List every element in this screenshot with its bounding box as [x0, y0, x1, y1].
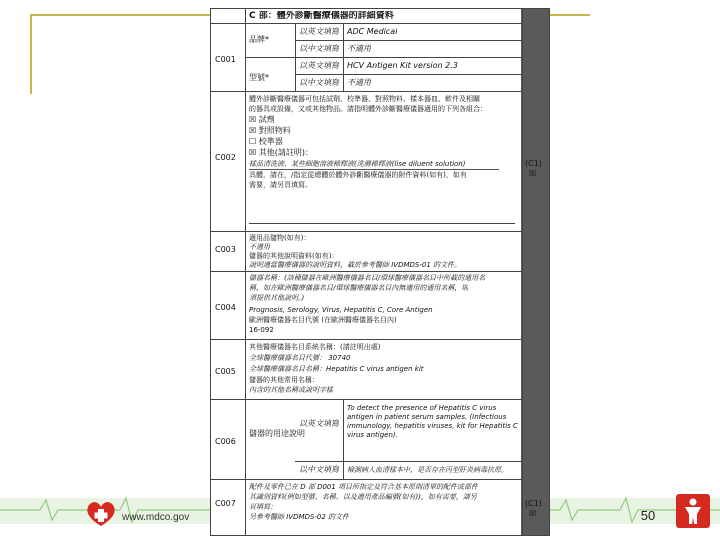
- c003-line: 不適用: [249, 243, 270, 251]
- c007-line: 配件及零件已在 D 部 D001 項目所指定及符合基本原則清單的配件或部件: [249, 483, 479, 491]
- header-accent-bracket: [30, 14, 32, 94]
- c007-checklist-mark[interactable]: ☒: [529, 509, 537, 518]
- c003-line: 適用品儲物(如有)：: [249, 234, 311, 242]
- brand-en-value: ADC Medical: [347, 27, 398, 36]
- row-code-c003: C003: [215, 245, 236, 254]
- brand-zh-value: 不適用: [347, 44, 371, 53]
- c003-line: 說明適當醫療儀器的說明資料，載於參考醫師 IVDMDS-01 的文件。: [249, 261, 461, 269]
- row-code-c004: C004: [215, 303, 236, 312]
- c006-en-line: immunology, hepatitis viruses, kit for Hepatitis C: [347, 422, 518, 430]
- c003-line: 儲器的其他說明資料(如有)：: [249, 252, 339, 260]
- c002-checklist-mark[interactable]: ☒: [529, 169, 537, 178]
- row-code-c001: C001: [215, 55, 236, 64]
- c007-line: 其識別資料(例如型號、名稱、以及適用產品編號(如有))，如有需要，請另: [249, 493, 477, 501]
- model-zh-key: 以中文填寫: [299, 78, 339, 87]
- c004-line: 稱，如在歐洲醫療儀器名目/環球醫療儀器名目內無適用的通用名稱，則: [249, 284, 469, 292]
- row-code-c007: C007: [215, 499, 236, 508]
- c005-line: 全球醫療儀器名目代號： 30740: [249, 354, 351, 362]
- c004-line: 須提供其他說明。): [249, 294, 305, 302]
- c002-checkbox-control-material[interactable]: ☒ 對照物料: [249, 126, 291, 135]
- department-logo-icon: [84, 500, 118, 528]
- c005-line: 內含的其他名稱或說明字樣: [249, 386, 333, 394]
- brand-en-key: 以英文填寫: [299, 27, 339, 36]
- brand-zh-key: 以中文填寫: [299, 44, 339, 53]
- row-code-c002: C002: [215, 153, 236, 162]
- c005-line: 全球醫療儀器名目名稱：Hepatitis C virus antigen kit: [249, 365, 424, 373]
- footer-url[interactable]: www.mdco.gov: [122, 512, 190, 523]
- scanned-form-document: [210, 8, 550, 536]
- c006-en-line: antigen in patient serum samples. (Infectious: [347, 413, 507, 421]
- c002-checklist-ref: (C1): [525, 159, 542, 168]
- c004-line: 儲器名稱：(該種儲器在歐洲醫療儀器名目/環球醫療儀器名目中所載的通用名: [249, 274, 486, 282]
- c006-zh-key: 以中文填寫: [299, 465, 339, 474]
- model-en-value: HCV Antigen Kit version 2.3: [347, 61, 458, 70]
- c006-en-line: To detect the presence of Hepatitis C virus: [347, 404, 497, 412]
- row-code-c006: C006: [215, 437, 236, 446]
- c002-checkbox-other[interactable]: ☒ 其他(請註明)：: [249, 148, 313, 157]
- c002-line: 需要，請另頁填寫。: [249, 181, 312, 189]
- c004-line: 歐洲醫療儀器名目代號 (在歐洲醫療儀器名目內): [249, 316, 397, 324]
- page-number: 50: [640, 508, 656, 523]
- field-label-model: 型號*: [249, 73, 269, 82]
- c007-line: 頁填寫：: [249, 503, 277, 511]
- c002-line: 體外診斷醫療儀器可包括試劑、校準器、對照物料、樣本器皿、軟件及相關: [249, 95, 480, 103]
- c006-en-key: 以英文填寫: [299, 419, 339, 428]
- c002-checkbox-reagent[interactable]: ☒ 試劑: [249, 115, 275, 124]
- c002-line: 的器具或設備，又或其他物品。請指明體外診斷醫療儀器適用的下列各組合：: [249, 105, 487, 113]
- field-label-brand: 品牌*: [249, 35, 269, 44]
- c006-zh-value: 檢測病人血清樣本中，是否存在丙型肝炎病毒抗原。: [347, 466, 508, 474]
- c006-en-line: virus antigen).: [347, 431, 398, 439]
- c005-line: 儲器的其他常用名稱：: [249, 376, 319, 384]
- c004-line: Prognosis, Serology, Virus, Hepatitis C, Core Antigen: [249, 306, 433, 314]
- form-section-title: C 部：體外診斷醫療儀器的詳細資料: [249, 11, 394, 21]
- form-side-shade: [521, 9, 549, 535]
- c004-line: 16-092: [249, 326, 274, 334]
- c006-label: 儲器的用途說明: [249, 429, 305, 438]
- health-figure-logo-icon: [676, 494, 710, 528]
- c007-line: 另參考醫師 IVDMDS-02 的文件: [249, 513, 349, 521]
- c007-checklist-ref: (C1): [525, 499, 542, 508]
- c002-line: 具體，請在，/指定從總體於體外診斷醫療儀器的附件資料(如有)，如有: [249, 171, 467, 179]
- model-en-key: 以英文填寫: [299, 61, 339, 70]
- model-zh-value: 不適用: [347, 78, 371, 87]
- c002-line: 樣品清洗液、某些細胞溶液稀釋液(洗滌稀釋液(lise diluent solution): [249, 159, 499, 170]
- c005-line: 其他醫療儀器名目系統名稱：(請註明出處): [249, 343, 381, 351]
- row-code-c005: C005: [215, 367, 236, 376]
- c002-checkbox-calibrator[interactable]: ☐ 校準器: [249, 137, 283, 146]
